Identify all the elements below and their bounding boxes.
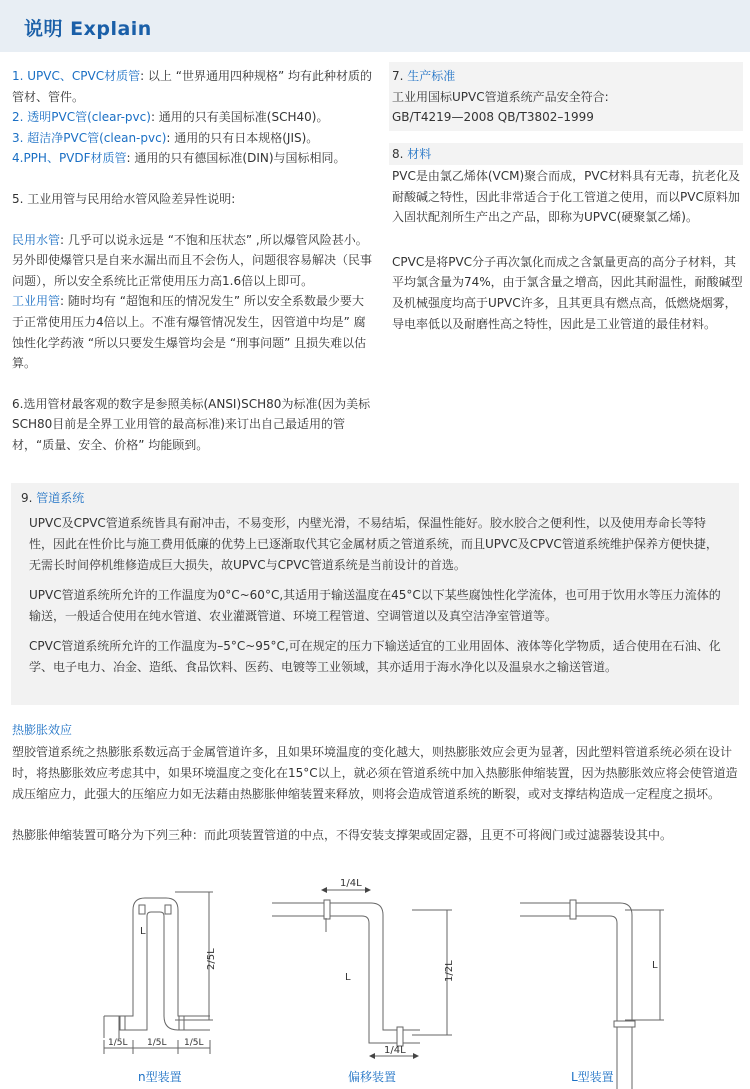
civil-pipe-label: 民用水管 (12, 232, 61, 247)
item-2 (12, 107, 374, 128)
section-8-label: 材料 (407, 147, 432, 161)
section-9-title: 9. 管道系统 (21, 491, 85, 505)
section-9-label: 管道系统 (36, 491, 85, 505)
item-2-label: 2. 透明PVC管(clear-pvc) (12, 110, 151, 125)
item-2-text: : 通用的只有美国标准(SCH40)。 (150, 110, 329, 125)
n-type-diagram (104, 892, 213, 1054)
item-4 (12, 148, 374, 169)
item-4-label: 4.PPH、PVDF材质管 (12, 151, 127, 166)
section-7-box (389, 62, 743, 131)
item-1 (12, 66, 374, 107)
item-6: 6.选用管材最客观的数字是参照美标(ANSI)SCH80为标准(因为美标SCH80目前是全界工业用管的最高标准)来订出自己最适用的管材，“质量、安全、价格” 均能顾到。 (12, 396, 371, 452)
item-3 (12, 128, 374, 149)
n-label-15b: 1/5L (147, 1038, 167, 1048)
industrial-pipe-text: : 随时均有 “超饱和压的情况发生” 所以安全系数最少要大于正常使用压力4倍以上。不准有爆管情况发生，因管道中均是” 腐蚀性化学药液 “所以只要发生爆管均会是 “刑事问题” 且损失难以估算。 (12, 294, 367, 371)
l-label-l: L (652, 960, 658, 971)
n-label-25: 2/5L (206, 948, 217, 970)
thermal-expansion-section (12, 720, 740, 846)
n-label-l: L (140, 926, 146, 937)
right-column (389, 62, 743, 334)
offset-label-l: L (345, 972, 351, 983)
section-7-title: 7. 生产标准 (392, 69, 456, 83)
civil-pipe-note (12, 230, 374, 292)
section-9-panel (11, 483, 739, 705)
offset-label-top: 1/4L (340, 878, 362, 889)
item-5: 5. 工业用管与民用给水管风险差异性说明: (12, 191, 236, 206)
section-8-para-2: CPVC是将PVC分子再次氯化而成之含氯量更高的高分子材料，其平均氯含量为74%，由于氯含量之增高，因此其耐温性，耐酸碱型及机械强度均高于UPVC许多，且其更具有燃点高，低燃烧烟雾，导电率低以及耐磨性高之特性，因此是工业管道的最佳材料。 (392, 254, 743, 331)
item-1-label: 1. UPVC、CPVC材质管 (12, 69, 141, 83)
section-7-label: 生产标准 (407, 69, 456, 83)
thermal-title: 热膨胀效应 (12, 723, 73, 737)
thermal-para-2: 热膨胀伸缩装置可略分为下列三种：而此项装置管道的中点，不得安装支撑架或固定器，且更不可将阀门或过滤器装设其中。 (12, 828, 673, 842)
left-column (12, 66, 374, 456)
offset-label-12: 1/2L (444, 960, 455, 982)
section-9-para-1: UPVC及CPVC管道系统皆具有耐冲击，不易变形，内壁光滑，不易结垢，保温性能好。胶水胶合之便利性，以及使用寿命长等特性，因此在性价比与施工费用低廉的优势上已逐渐取代其它金属材质之管道系统，而且UPVC及CPVC管道系统维护保养方便快捷，无需长时间停机维修造成巨大损失，故UPVC与CPVC管道系统是当前设计的首选。 (29, 516, 718, 572)
civil-pipe-text: : 几乎可以说永远是 “不饱和压状态” ,所以爆管风险甚小。另外即使爆管只是自来水漏出而且不会伤人，问题很容易解决（民事问题），所以安全系统比正常使用压力高1.6倍以上即可。 (12, 232, 373, 288)
offset-diagram (272, 890, 452, 1056)
section-7-line2: GB/T4219—2008 QB/T3802–1999 (392, 110, 594, 125)
industrial-pipe-label: 工业用管 (12, 294, 61, 309)
section-9-para-2: UPVC管道系统所允许的工作温度为0°C~60°C,其适用于输送温度在45°C以下某些腐蚀性化学流体，也可用于饮用水等压力流体的输送，一般适合使用在纯水管道、农业灌溉管道、环境工程管道、空调管道以及真空洁净室管道等。 (29, 588, 721, 623)
section-8 (389, 143, 743, 334)
section-8-title: 8. 材料 (389, 143, 743, 165)
l-type-caption: L型装置 (571, 1070, 614, 1084)
item-3-text: : 通用的只有日本规格(JIS)。 (166, 130, 319, 145)
n-label-15c: 1/5L (184, 1038, 204, 1048)
item-1-text: : 以上 “世界通用四种规格” 均有此种材质的管材、管件。 (12, 69, 372, 104)
offset-caption: 偏移装置 (348, 1070, 397, 1084)
item-3-label: 3. 超洁净PVC管(clean-pvc) (12, 130, 167, 145)
section-8-para-1: PVC是由氯乙烯体(VCM)聚合而成，PVC材料具有无毒，抗老化及耐酸碱之特性，因此非常适合于化工管道之使用，而以PVC原料加入固状配剂所生产出之产品，即称为UPVC(硬聚氯乙烯)。 (392, 169, 740, 225)
section-7-line1: 工业用国标UPVC管道系统产品安全符合: (392, 89, 609, 104)
page-title: 说明 Explain (24, 18, 152, 40)
offset-label-bot: 1/4L (384, 1045, 406, 1056)
l-type-diagram (520, 900, 664, 1089)
n-label-15a: 1/5L (108, 1038, 128, 1048)
section-9-para-3: CPVC管道系统所允许的工作温度为–5°C~95°C,可在规定的压力下输送适宜的工业用固体、液体等化学物质，适合使用在石油、化学、电子电力、冶金、造纸、食品饮料、医药、电镀等工业领域，其亦适用于海水净化以及温泉水之输送管道。 (29, 639, 721, 674)
n-type-caption: n型装置 (138, 1070, 182, 1084)
thermal-para-1: 塑胶管道系统之热膨胀系数远高于金属管道许多，且如果环境温度的变化越大，则热膨胀效应会更为显著，因此塑料管道系统必须在设计时，将热膨胀效应考虑其中，如果环境温度之变化在15°C以上，就必须在管道系统中加入热膨胀伸缩装置，因为热膨胀效应将会使管道造成压缩应力，此强大的压缩应力如无法藉由热膨胀伸缩装置来释放，则将会造成管道系统的断裂，或对支撑结构造成一定程度之损坏。 (12, 745, 738, 801)
header-bar (0, 0, 750, 52)
item-4-text: : 通用的只有德国标准(DIN)与国标相同。 (126, 151, 346, 166)
expansion-diagrams (0, 870, 750, 1089)
industrial-pipe-note (12, 291, 374, 373)
